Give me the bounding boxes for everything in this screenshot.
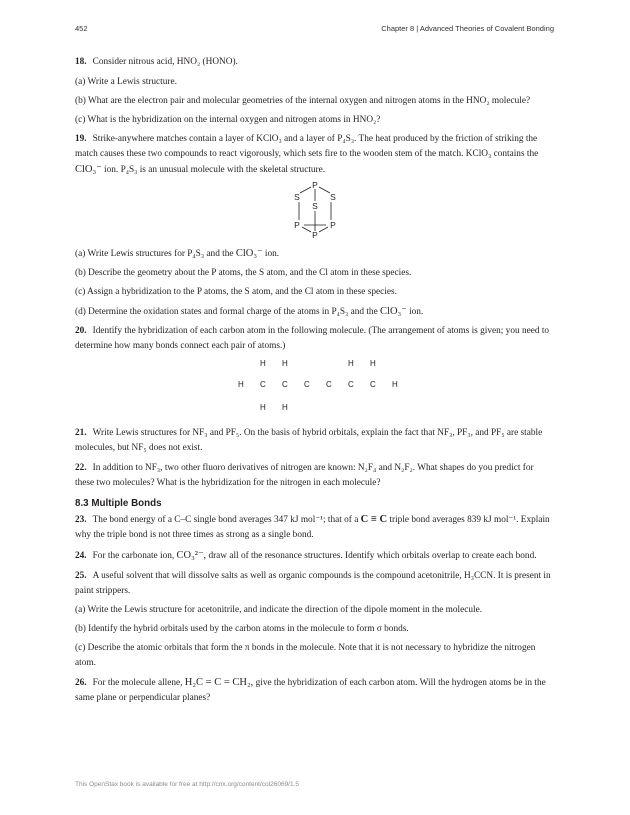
question-18a: (a) Write a Lewis structure. xyxy=(75,77,177,87)
atom-h: H xyxy=(238,380,244,389)
question-25b: (b) Identify the hybrid orbitals used by the carbon atoms in the molecule to form σ bonds. xyxy=(75,624,409,634)
question-number: 26. xyxy=(75,678,87,688)
question-text: The bond energy of a C–C single bond averages 347 kJ mol⁻¹; that of a xyxy=(92,515,359,525)
p4s3-structure xyxy=(75,180,555,240)
allene-formula: H₂C = C = CH₂, xyxy=(184,677,254,688)
atom-h: H xyxy=(370,359,376,368)
atom-p-top: P xyxy=(312,180,318,190)
question-number: 21. xyxy=(75,428,87,438)
question-text-cont: triple bond averages 839 kJ mol⁻¹. Explain why the triple bond is not three times as strong as a single bond. xyxy=(75,515,550,540)
triple-bond-formula: C ≡ C xyxy=(360,514,388,525)
question-25 xyxy=(75,569,555,599)
question-19b: (b) Describe the geometry about the P atoms, the S atom, and the Cl atom in these species. xyxy=(75,268,412,278)
question-number: 18. xyxy=(75,57,87,67)
atom-h: H xyxy=(282,359,288,368)
question-19 xyxy=(75,132,555,178)
question-25c: (c) Describe the atomic orbitals that form the π bonds in the molecule. Note that it is not necessary to hybridize the nitrogen atom. xyxy=(75,643,536,668)
atom-c: C xyxy=(326,380,332,389)
atom-p-left: P xyxy=(294,220,300,230)
carbonate-ion-formula: CO₃²⁻, xyxy=(176,550,207,561)
question-number: 19. xyxy=(75,134,87,144)
question-text: For the carbonate ion, xyxy=(92,551,175,561)
atom-h: H xyxy=(282,403,288,412)
page-number: 452 xyxy=(75,24,88,33)
question-text-cont: ion. xyxy=(409,307,424,317)
atom-c: C xyxy=(304,380,310,389)
question-stem: Strike-anywhere matches contain a layer of KClO₃ and a layer of P₄S₃. The heat produced by the friction of striking the match causes these two compounds to react vigorously, which sets fire to the wooden stem of the match. KClO₃ contains the xyxy=(75,134,539,159)
atom-c: C xyxy=(282,380,288,389)
page-footer: This OpenStax book is available for free at http://cnx.org/content/col26069/1.5 xyxy=(75,781,300,788)
atom-h: H xyxy=(348,359,354,368)
question-text: (d) Determine the oxidation states and formal charge of the atoms in P₄S₃ and the xyxy=(75,307,378,317)
exercise-content xyxy=(75,55,555,711)
question-stem: Identify the hybridization of each carbon atom in the following molecule. (The arrangement of atoms is given; you need to determine how many bonds connect each pair of atoms.) xyxy=(75,326,550,351)
question-stem-cont: ion. P₄S₃ is an unusual molecule with the skeletal structure. xyxy=(104,165,326,175)
atom-c: C xyxy=(370,380,376,389)
question-19c: (c) Assign a hybridization to the P atoms, the S atom, and the Cl atom in these species. xyxy=(75,287,397,297)
atom-s-left: S xyxy=(294,192,300,202)
question-text-cont: ion. xyxy=(264,249,280,259)
question-18b: (b) What are the electron pair and molecular geometries of the internal oxygen and nitrogen atoms in the HNO₂ molecule? xyxy=(75,96,531,106)
question-number: 22. xyxy=(75,463,87,473)
question-20 xyxy=(75,324,555,354)
question-number: 24. xyxy=(75,551,87,561)
atom-p-bottom: P xyxy=(312,230,318,240)
atom-c: C xyxy=(348,380,354,389)
question-number: 25. xyxy=(75,571,87,581)
atom-c: C xyxy=(260,380,266,389)
question-text-cont: draw all of the resonance structures. Identify which orbitals overlap to create each bond. xyxy=(208,551,537,561)
atom-h: H xyxy=(260,403,266,412)
p4s3-skeletal-diagram xyxy=(280,180,350,240)
question-25a: (a) Write the Lewis structure for acetonitrile, and indicate the direction of the dipole moment in the molecule. xyxy=(75,605,483,615)
question-18c: (c) What is the hybridization on the internal oxygen and nitrogen atoms in HNO₂? xyxy=(75,115,381,125)
atom-h: H xyxy=(260,359,266,368)
atom-p-right: P xyxy=(330,220,336,230)
question-number: 23. xyxy=(75,515,87,525)
question-19a xyxy=(75,246,555,262)
question-18 xyxy=(75,55,555,70)
question-stem: A useful solvent that will dissolve salts as well as organic compounds is the compound acetonitrile, H₃CCN. It is present in paint strippers. xyxy=(75,571,551,596)
chlorate-ion-formula: ClO₃⁻ xyxy=(235,248,263,259)
chlorate-ion-formula: ClO₃⁻ xyxy=(380,306,407,317)
atom-s-center: S xyxy=(312,201,318,211)
question-text: In addition to NF₃, two other fluoro derivatives of nitrogen are known: N₂F₄ and N₂F₂. What shapes do you predict for these two molecules? What is the hybridization for the nitrogen in each molecule? xyxy=(75,463,534,488)
question-26 xyxy=(75,675,555,706)
question-number: 20. xyxy=(75,326,87,336)
question-21 xyxy=(75,426,555,456)
question-text: For the molecule allene, xyxy=(92,678,183,688)
question-23 xyxy=(75,512,555,543)
question-text: Write Lewis structures for NF₃ and PF₅. On the basis of hybrid orbitals, explain the fact that NF₃, PF₃, and PF₅ are stable molecules, but NF₅ does not exist. xyxy=(75,428,543,453)
question-19d xyxy=(75,304,555,320)
chlorate-ion-formula: ClO₃⁻ xyxy=(75,164,102,175)
question-22 xyxy=(75,461,555,491)
chapter-header: Chapter 8 | Advanced Theories of Covalent Bonding xyxy=(381,24,554,33)
section-heading: 8.3 Multiple Bonds xyxy=(75,498,162,509)
question-text: (a) Write Lewis structures for P₄S₃ and the xyxy=(75,249,234,259)
atom-s-right: S xyxy=(330,192,336,202)
question-24 xyxy=(75,548,555,564)
carbon-chain-structure xyxy=(75,356,555,422)
question-stem: Consider nitrous acid, HNO₂ (HONO). xyxy=(92,57,238,67)
question-text-cont: give the hybridization of each carbon atom. Will the hydrogen atoms be in the same plane or perpendicular planes? xyxy=(75,678,546,703)
atom-h: H xyxy=(392,380,398,389)
